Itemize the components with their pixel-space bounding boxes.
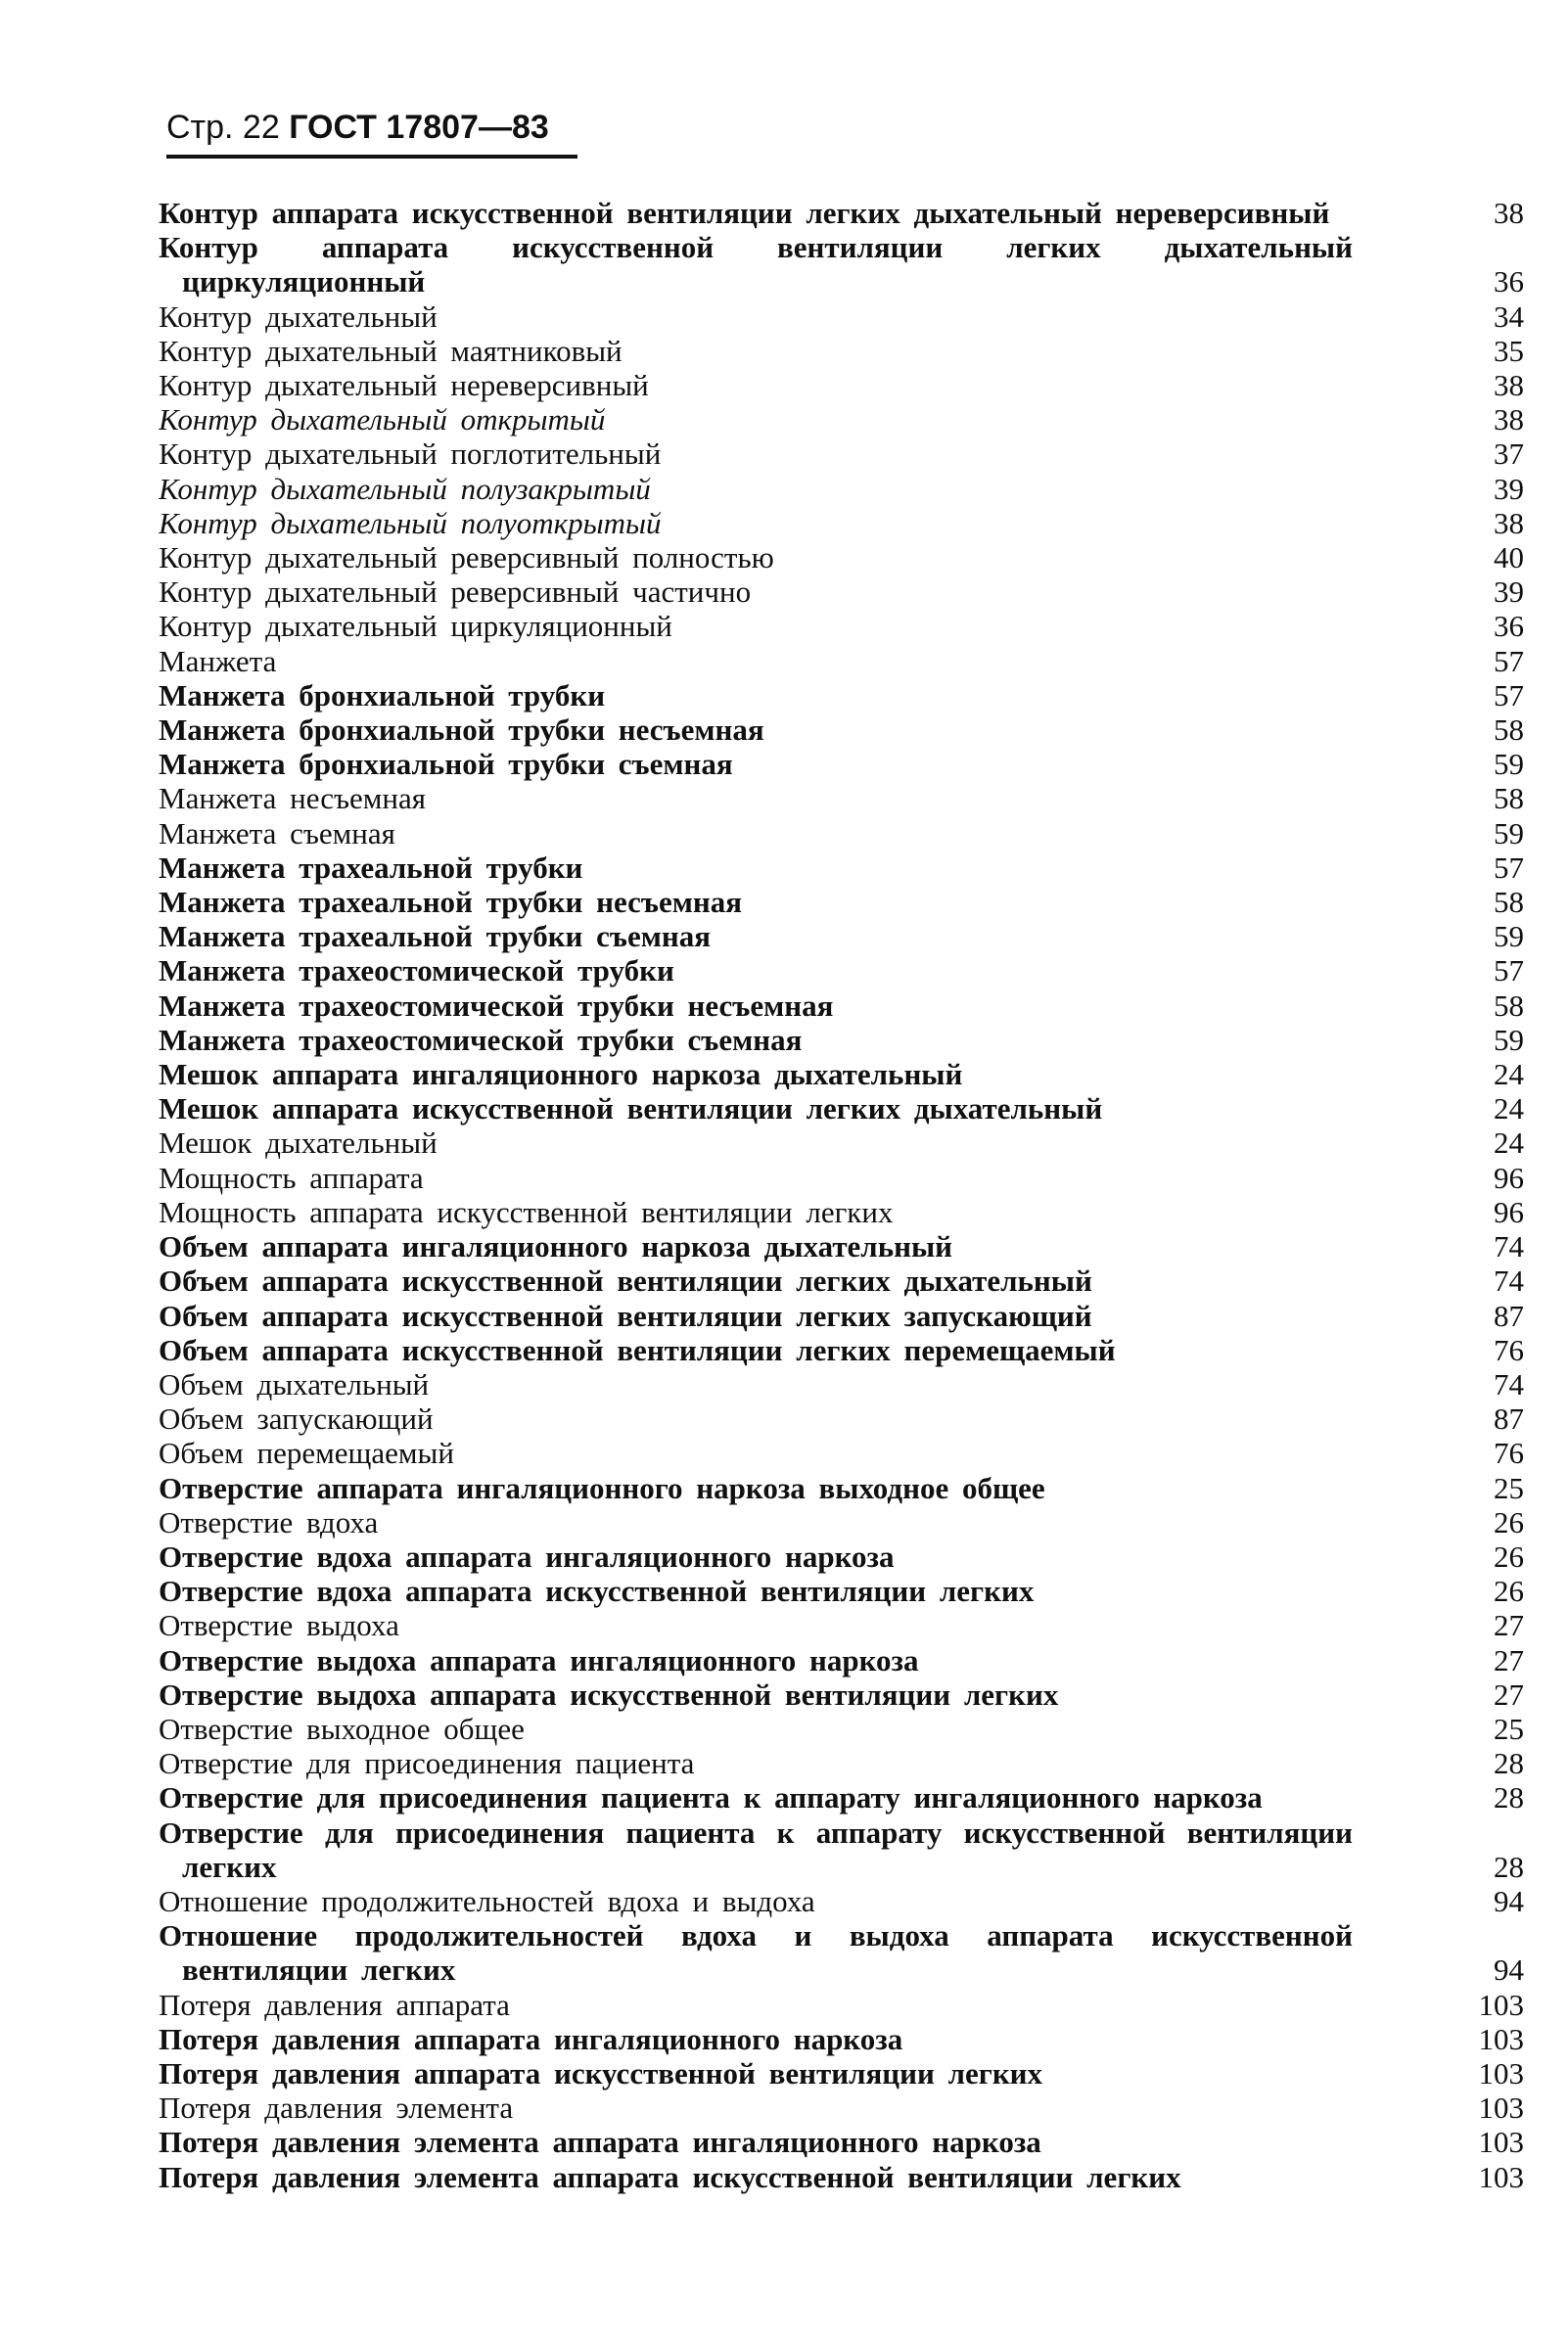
index-page-number: 26 xyxy=(1494,1574,1524,1609)
index-entry xyxy=(159,1023,1524,1057)
index-term: Потеря давления элемента xyxy=(159,2090,514,2126)
index-entry xyxy=(159,1505,1524,1539)
index-page-number: 103 xyxy=(1478,1987,1524,2022)
index-term: Объем аппарата искусственной вентиляции легких запускающий xyxy=(159,1298,1092,1333)
index-entry xyxy=(159,885,1524,919)
index-term: Объем аппарата искусственной вентиляции легких перемещаемый xyxy=(159,1332,1116,1367)
index-entry xyxy=(159,436,1524,471)
index-term: Контур дыхательный реверсивный полностью xyxy=(159,540,774,575)
index-term: Отверстие для присоединения пациента к аппарату ингаляционного наркоза xyxy=(159,1780,1263,1815)
index-term: Мощность аппарата искусственной вентиляции легких xyxy=(159,1194,894,1229)
index-entry xyxy=(159,2022,1524,2056)
index-entry xyxy=(159,1229,1524,1263)
index-entry xyxy=(159,574,1524,609)
index-page-number: 28 xyxy=(1494,1746,1524,1781)
index-page-number: 58 xyxy=(1494,988,1524,1023)
index-entry xyxy=(159,1367,1524,1401)
index-term: Манжета трахеостомической трубки съемная xyxy=(159,1022,803,1057)
standard-designation: ГОСТ 17807—83 xyxy=(289,109,549,146)
index-page-number: 58 xyxy=(1494,712,1524,748)
index-entry xyxy=(159,988,1524,1023)
index-term: Потеря давления элемента аппарата искусственной вентиляции легких xyxy=(159,2159,1181,2194)
index-page-number: 87 xyxy=(1494,1401,1524,1437)
index-page-number: 103 xyxy=(1478,2159,1524,2194)
index-page-number: 96 xyxy=(1494,1160,1524,1195)
index-page-number: 57 xyxy=(1494,643,1524,678)
index-entry xyxy=(159,1539,1524,1574)
index-term: Манжета несъемная xyxy=(159,781,427,816)
index-entry xyxy=(159,953,1524,988)
index-entry xyxy=(159,816,1524,850)
index-term: Объем перемещаемый xyxy=(159,1436,454,1471)
index-page-number: 58 xyxy=(1494,885,1524,920)
index-term: Отверстие вдоха аппарата ингаляционного наркоза xyxy=(159,1539,895,1574)
index-page-number: 59 xyxy=(1494,919,1524,954)
index-term: Отверстие для присоединения пациента xyxy=(159,1746,695,1781)
index-page-number: 94 xyxy=(1494,1952,1524,1988)
index-entry xyxy=(159,712,1524,747)
index-term: Манжета xyxy=(159,643,277,678)
index-term: Объем дыхательный xyxy=(159,1366,430,1401)
index-term: Потеря давления элемента аппарата ингаляционного наркоза xyxy=(159,2125,1041,2160)
index-entry xyxy=(159,1161,1524,1195)
index-entry xyxy=(159,1918,1524,1987)
index-page-number: 57 xyxy=(1494,677,1524,712)
index-page-number: 39 xyxy=(1494,574,1524,610)
index-page-number: 103 xyxy=(1478,2021,1524,2056)
index-entry xyxy=(159,1988,1524,2022)
index-page-number: 25 xyxy=(1494,1711,1524,1746)
index-entry xyxy=(159,1126,1524,1160)
index-term: Манжета бронхиальной трубки съемная xyxy=(159,747,733,782)
index-entry xyxy=(159,1677,1524,1712)
index-entry xyxy=(159,1263,1524,1298)
index-term: Объем аппарата искусственной вентиляции легких дыхательный xyxy=(159,1263,1092,1299)
index-page-number: 36 xyxy=(1494,264,1524,299)
index-entry xyxy=(159,1091,1524,1126)
index-entry xyxy=(159,1333,1524,1367)
index-term: Мешок аппарата ингаляционного наркоза дыхательный xyxy=(159,1057,963,1092)
index-term: Потеря давления аппарата искусственной вентиляции легких xyxy=(159,2055,1043,2090)
index-entry xyxy=(159,1057,1524,1091)
index-entry xyxy=(159,299,1524,334)
index-entry xyxy=(159,230,1524,299)
index-term: Отверстие для присоединения пациента к аппарату искусственной вентиляции легких xyxy=(159,1815,1353,1884)
index-page-number: 96 xyxy=(1494,1194,1524,1229)
index-page-number: 103 xyxy=(1478,2090,1524,2126)
index-page-number: 57 xyxy=(1494,850,1524,885)
index-entry xyxy=(159,402,1524,436)
index-term: Контур дыхательный открытый xyxy=(159,402,606,437)
index-entry xyxy=(159,609,1524,643)
index-page-number: 74 xyxy=(1494,1229,1524,1264)
index-entry xyxy=(159,2056,1524,2090)
index-entry xyxy=(159,1780,1524,1815)
index-term: Объем аппарата ингаляционного наркоза дыхательный xyxy=(159,1229,953,1264)
index-page-number: 25 xyxy=(1494,1470,1524,1505)
index-page-number: 103 xyxy=(1478,2055,1524,2090)
index-entry xyxy=(159,2090,1524,2125)
index-term: Контур аппарата искусственной вентиляции легких дыхательный нереверсивный xyxy=(159,196,1330,230)
index-entry xyxy=(159,781,1524,815)
index-entry xyxy=(159,196,1524,230)
index-page-number: 24 xyxy=(1494,1126,1524,1161)
page-header xyxy=(166,108,549,147)
index-entry xyxy=(159,506,1524,540)
index-page-number: 38 xyxy=(1494,196,1524,230)
index-term: Манжета трахеальной трубки съемная xyxy=(159,919,712,954)
index-entry xyxy=(159,2160,1524,2194)
index-term: Контур дыхательный циркуляционный xyxy=(159,609,672,644)
index-term: Отверстие выдоха аппарата ингаляционного наркоза xyxy=(159,1642,919,1677)
index-term: Контур дыхательный маятниковый xyxy=(159,333,623,368)
index-entry xyxy=(159,1884,1524,1918)
index-term: Манжета трахеальной трубки несъемная xyxy=(159,885,743,920)
index-page-number: 24 xyxy=(1494,1091,1524,1126)
index-page-number: 27 xyxy=(1494,1677,1524,1712)
index-term: Контур дыхательный полузакрытый xyxy=(159,471,651,506)
index-page-number: 38 xyxy=(1494,402,1524,437)
index-page-number: 26 xyxy=(1494,1504,1524,1539)
index-page-number: 57 xyxy=(1494,953,1524,988)
index-entry xyxy=(159,919,1524,953)
index-page-number: 74 xyxy=(1494,1263,1524,1299)
index-term: Манжета трахеальной трубки xyxy=(159,850,583,885)
index-term: Отверстие аппарата ингаляционного наркоза выходное общее xyxy=(159,1470,1045,1505)
index-page-number: 24 xyxy=(1494,1057,1524,1092)
index-page-number: 38 xyxy=(1494,505,1524,540)
index-term: Мешок аппарата искусственной вентиляции легких дыхательный xyxy=(159,1091,1103,1126)
index-page-number: 58 xyxy=(1494,781,1524,816)
index-term: Манжета бронхиальной трубки несъемная xyxy=(159,712,764,748)
index-page-number: 37 xyxy=(1494,436,1524,472)
index-page-number: 27 xyxy=(1494,1642,1524,1677)
index-term: Потеря давления аппарата xyxy=(159,1987,510,2022)
page-number-label: Стр. 22 xyxy=(166,109,280,146)
index-entry xyxy=(159,2125,1524,2159)
index-entry xyxy=(159,678,1524,712)
term-index-list xyxy=(159,196,1524,2194)
index-page-number: 27 xyxy=(1494,1608,1524,1643)
index-term: Отверстие выдоха xyxy=(159,1608,399,1643)
index-term: Отношение продолжительностей вдоха и выдоха аппарата искусственной вентиляции легких xyxy=(159,1918,1353,1988)
index-entry xyxy=(159,1643,1524,1677)
index-entry xyxy=(159,1574,1524,1608)
index-page-number: 59 xyxy=(1494,1022,1524,1057)
index-entry xyxy=(159,1712,1524,1746)
index-page-number: 59 xyxy=(1494,747,1524,782)
index-term: Отверстие выходное общее xyxy=(159,1711,525,1746)
index-term: Контур дыхательный xyxy=(159,299,438,334)
index-entry xyxy=(159,747,1524,781)
index-entry xyxy=(159,850,1524,885)
index-page-number: 39 xyxy=(1494,471,1524,506)
index-entry xyxy=(159,1436,1524,1470)
index-page-number: 76 xyxy=(1494,1436,1524,1471)
index-term: Потеря давления аппарата ингаляционного наркоза xyxy=(159,2021,903,2056)
index-term: Контур дыхательный нереверсивный xyxy=(159,368,649,403)
index-term: Контур дыхательный полуоткрытый xyxy=(159,505,662,540)
index-term: Манжета съемная xyxy=(159,815,395,850)
index-page-number: 87 xyxy=(1494,1298,1524,1333)
index-entry xyxy=(159,540,1524,574)
index-term: Контур аппарата искусственной вентиляции легких дыхательный циркуляционный xyxy=(159,230,1353,299)
index-page-number: 94 xyxy=(1494,1883,1524,1918)
index-entry xyxy=(159,1195,1524,1229)
index-term: Манжета трахеостомической трубки несъемная xyxy=(159,988,834,1023)
index-term: Мощность аппарата xyxy=(159,1160,424,1195)
index-term: Манжета бронхиальной трубки xyxy=(159,677,606,712)
index-entry xyxy=(159,1815,1524,1884)
index-term: Манжета трахеостомической трубки xyxy=(159,953,674,988)
index-term: Отношение продолжительностей вдоха и выдоха xyxy=(159,1883,815,1918)
index-entry xyxy=(159,1608,1524,1642)
index-entry xyxy=(159,334,1524,368)
index-page-number: 28 xyxy=(1494,1780,1524,1815)
index-entry xyxy=(159,472,1524,506)
index-entry xyxy=(159,1299,1524,1333)
index-page-number: 103 xyxy=(1478,2125,1524,2160)
index-page-number: 74 xyxy=(1494,1366,1524,1401)
header-rule xyxy=(166,155,577,159)
index-page-number: 76 xyxy=(1494,1332,1524,1367)
index-page-number: 26 xyxy=(1494,1539,1524,1574)
index-term: Контур дыхательный реверсивный частично xyxy=(159,574,752,610)
index-page-number: 38 xyxy=(1494,368,1524,403)
index-entry xyxy=(159,1471,1524,1505)
index-term: Отверстие вдоха xyxy=(159,1504,379,1539)
index-page-number: 36 xyxy=(1494,609,1524,644)
index-term: Мешок дыхательный xyxy=(159,1126,438,1161)
index-term: Отверстие выдоха аппарата искусственной вентиляции легких xyxy=(159,1677,1059,1712)
index-page-number: 59 xyxy=(1494,815,1524,850)
index-entry xyxy=(159,644,1524,678)
index-page-number: 34 xyxy=(1494,299,1524,334)
index-page-number: 40 xyxy=(1494,540,1524,575)
index-term: Контур дыхательный поглотительный xyxy=(159,436,662,472)
index-entry xyxy=(159,1401,1524,1436)
index-entry xyxy=(159,368,1524,402)
index-entry xyxy=(159,1746,1524,1780)
index-page-number: 28 xyxy=(1494,1849,1524,1884)
index-term: Объем запускающий xyxy=(159,1401,434,1437)
index-term: Отверстие вдоха аппарата искусственной вентиляции легких xyxy=(159,1574,1035,1609)
index-page-number: 35 xyxy=(1494,333,1524,368)
